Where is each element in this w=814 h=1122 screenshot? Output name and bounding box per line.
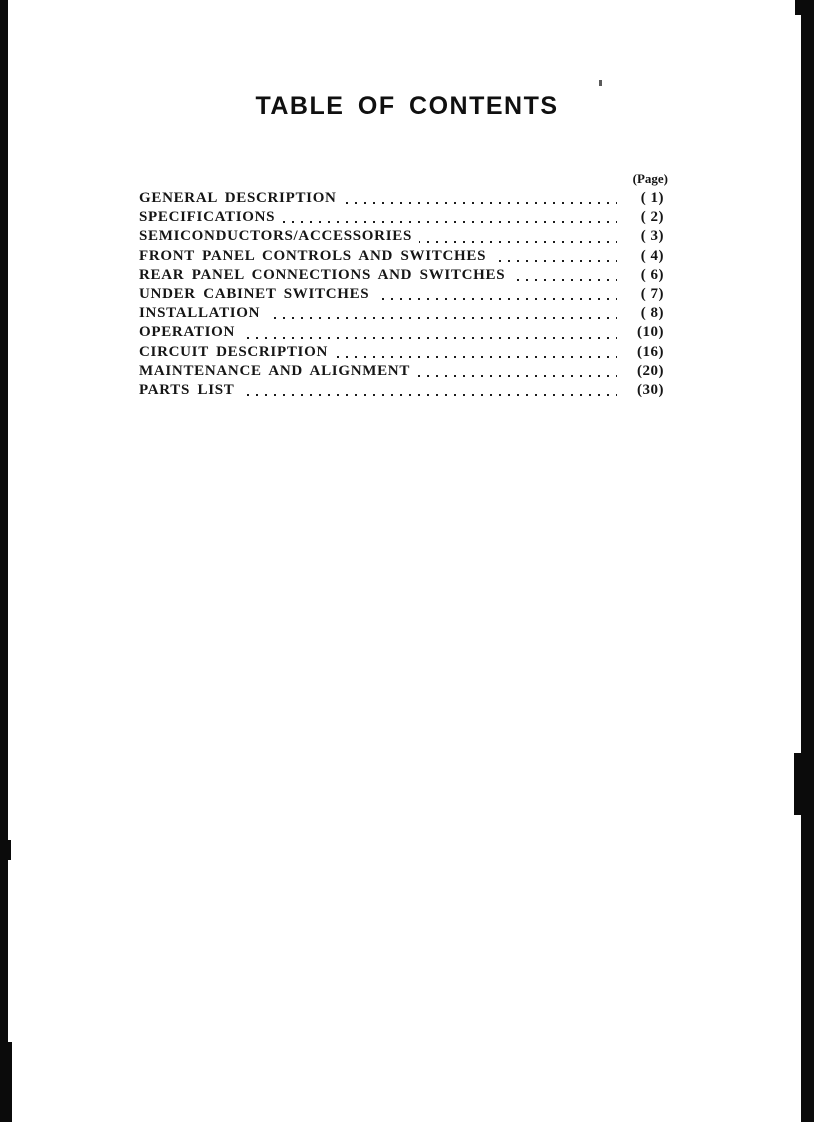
- toc-entry-label: REAR PANEL CONNECTIONS AND SWITCHES: [139, 266, 512, 285]
- toc-entry: [139, 189, 668, 208]
- toc-dot-leader: [267, 304, 617, 323]
- toc-entry-page-number: ( 3): [617, 227, 668, 246]
- toc-dot-leader: [282, 208, 617, 227]
- toc-entry: [139, 208, 668, 227]
- toc-entry-page-number: (30): [617, 381, 668, 400]
- toc-entry-page-number: ( 8): [617, 304, 668, 323]
- toc-entry: [139, 381, 668, 400]
- toc-entry: [139, 343, 668, 362]
- toc-dot-leader: [241, 381, 617, 400]
- toc-entry: [139, 362, 668, 381]
- toc-entry: [139, 285, 668, 304]
- toc-dot-leader: [493, 247, 617, 266]
- scan-speck: [599, 80, 602, 86]
- toc-entry-label: FRONT PANEL CONTROLS AND SWITCHES: [139, 247, 493, 266]
- toc-entry-page-number: (16): [617, 343, 668, 362]
- toc-entry-page-number: ( 2): [617, 208, 668, 227]
- toc-entry-label: CIRCUIT DESCRIPTION: [139, 343, 335, 362]
- toc-entry-page-number: ( 6): [617, 266, 668, 285]
- toc-entry-label: INSTALLATION: [139, 304, 267, 323]
- scan-edge-right-top: [795, 0, 814, 15]
- scan-edge-right: [801, 0, 814, 1122]
- toc-entry-label: UNDER CABINET SWITCHES: [139, 285, 376, 304]
- toc-entry-label: SEMICONDUCTORS/ACCESSORIES: [139, 227, 419, 246]
- toc-dot-leader: [344, 189, 617, 208]
- toc-entry: [139, 304, 668, 323]
- toc-entry: [139, 247, 668, 266]
- toc-entry-label: SPECIFICATIONS: [139, 208, 282, 227]
- toc-entry-page-number: ( 1): [617, 189, 668, 208]
- toc-dot-leader: [335, 343, 617, 362]
- page-column-heading: (Page): [632, 171, 668, 186]
- toc-dot-leader: [242, 323, 617, 342]
- toc-entry-label: PARTS LIST: [139, 381, 241, 400]
- toc-entry-page-number: (20): [617, 362, 668, 381]
- toc-entry-label: GENERAL DESCRIPTION: [139, 189, 344, 208]
- page-title: TABLE OF CONTENTS: [255, 92, 559, 120]
- scan-edge-left-notch: [0, 840, 11, 860]
- toc-dot-leader: [419, 227, 617, 246]
- toc-dot-leader: [417, 362, 617, 381]
- toc-list: [139, 189, 668, 400]
- scan-edge-left-bottom: [0, 1042, 12, 1122]
- toc-entry-page-number: ( 4): [617, 247, 668, 266]
- toc-entry: [139, 323, 668, 342]
- scan-edge-right-bulge: [794, 753, 814, 815]
- toc-entry-page-number: ( 7): [617, 285, 668, 304]
- toc-dot-leader: [512, 266, 617, 285]
- toc-entry: [139, 227, 668, 246]
- toc-entry-label: OPERATION: [139, 323, 242, 342]
- toc-entry: [139, 266, 668, 285]
- scan-edge-left: [0, 0, 8, 1122]
- toc-dot-leader: [376, 285, 617, 304]
- toc-entry-page-number: (10): [617, 323, 668, 342]
- toc-entry-label: MAINTENANCE AND ALIGNMENT: [139, 362, 417, 381]
